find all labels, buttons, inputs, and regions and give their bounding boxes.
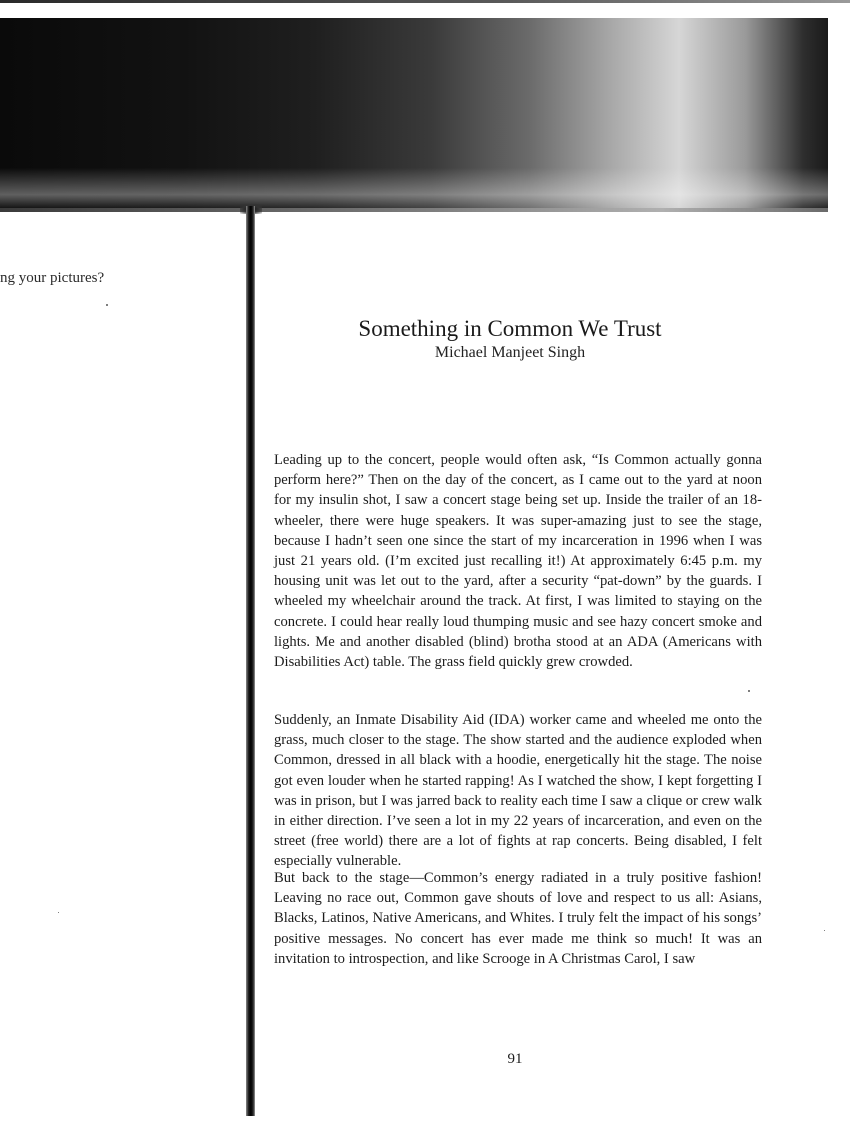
article-author: Michael Manjeet Singh	[434, 344, 586, 361]
scan-top-edge	[0, 0, 850, 3]
paragraph-text: But back to the stage—Common’s energy radiated in a truly positive fashion! Leaving no race out, Common gave shouts of love and respect to us all: Asians, Blacks, Latinos, Native Americans, and Whites. I truly felt the impact of his songs’ positive messages. No concert has ever made me think so much! It was an invitation to introspection, and like Scrooge in A Christmas Carol, I saw	[274, 870, 762, 967]
page-number: 91	[507, 1051, 523, 1067]
paragraph-3	[274, 868, 762, 969]
paragraph-text: Leading up to the concert, people would often ask, “Is Common actually gonna perform here?” Then on the day of the concert, as I came out to the yard at noon for my insulin shot, I saw a concert stage being set up. Inside the trailer of an 18-wheeler, there were huge speakers. It was super-amazing just to see the stage, because I hadn’t seen one since the start of my incarceration in 1996 when I was just 21 years old. (I’m excited just recalling it!) At approximately 6:45 p.m. my housing unit was let out to the yard, after a security “pat-down” by the guards. I wheeled my wheelchair around the track. At first, I was limited to staying on the concrete. I could hear really loud thumping music and see hazy concert smoke and lights. Me and another disabled (blind) brotha stood at an ADA (Americans with Disabilities Act) table. The grass field quickly grew crowded.	[274, 452, 762, 671]
scan-speck	[58, 912, 59, 913]
paragraph-text: Suddenly, an Inmate Disability Aid (IDA) worker came and wheeled me onto the grass, much closer to the stage. The show started and the audience exploded when Common, dressed in all black with a hoodie, energetically hit the stage. The noise got even louder when he started rapping! As I watched the show, I kept forgetting I was in prison, but I was jarred back to reality each time I saw a clique or crew walk in either direction. I’ve seen a lot in my 22 years of incarceration, and even on the street (free world) there are a lot of fights at rap concerts. Being disabled, I felt especially vulnerable.	[274, 712, 762, 870]
book-gutter	[246, 206, 255, 1116]
left-page-text-fragment: ng your pictures?	[0, 270, 105, 286]
paragraph-2	[274, 710, 762, 872]
article-title: Something in Common We Trust	[358, 316, 662, 341]
scan-speck	[824, 930, 825, 931]
paragraph-1	[274, 450, 762, 672]
scanner-shadow-edge	[0, 208, 828, 212]
scan-speck	[106, 304, 108, 306]
scanner-shadow-band	[0, 18, 828, 210]
scan-speck	[748, 690, 750, 692]
